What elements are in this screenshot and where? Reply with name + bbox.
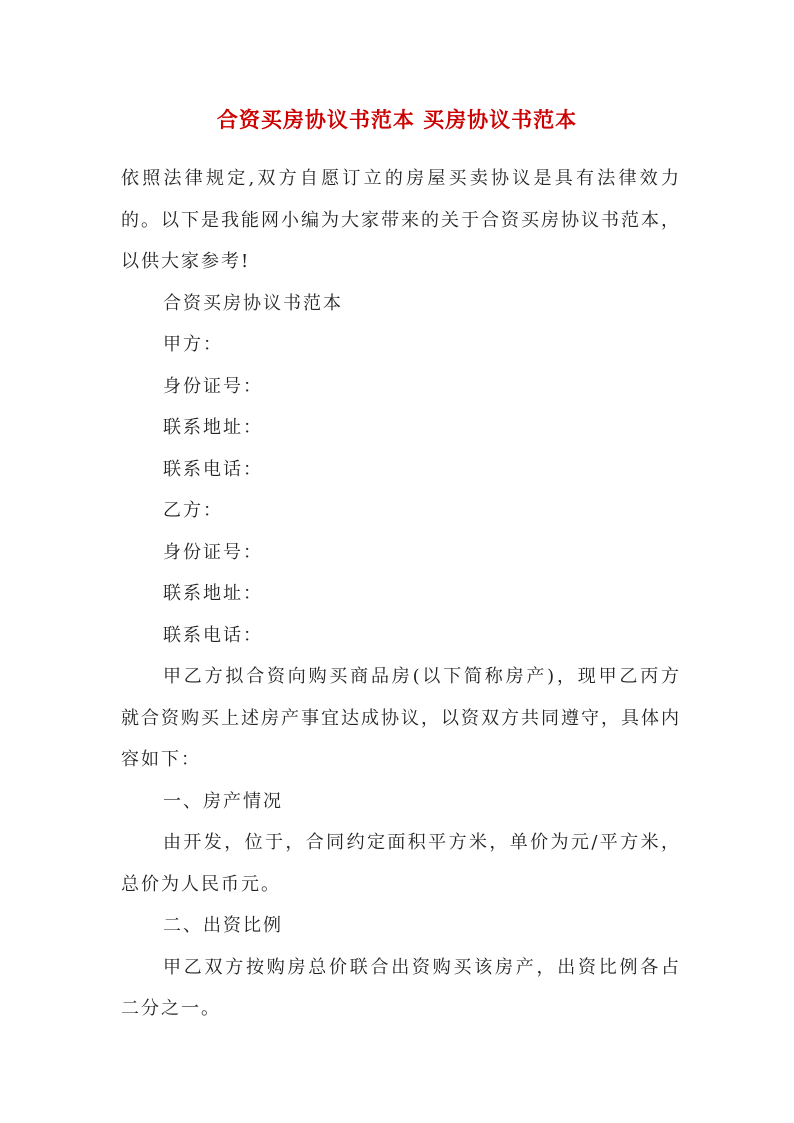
- party-b-address-label: 联系地址：: [163, 583, 263, 604]
- party-a-address-label: 联系地址：: [163, 417, 263, 438]
- preamble-paragraph: 甲乙方拟合资向购买商品房(以下简称房产)，现甲乙丙方就合资购买上述房产事宜达成协议，以资双方共同遵守，具体内容如下：: [121, 666, 681, 770]
- section-1-heading: 一、房产情况: [163, 790, 283, 812]
- section-2-body: 甲乙双方按购房总价联合出资购买该房产，出资比例各占二分之一。: [121, 956, 681, 1019]
- party-a-phone-label: 联系电话：: [163, 458, 263, 480]
- section-2-heading: 二、出资比例: [163, 915, 283, 936]
- party-b-label: 乙方：: [163, 500, 223, 521]
- party-a-label: 甲方：: [163, 334, 223, 355]
- agreement-heading: 合资买房协议书范本: [163, 292, 343, 314]
- document-body: [121, 158, 681, 1030]
- party-b-phone-label: 联系电话：: [163, 624, 263, 646]
- section-1-body: 由开发，位于，合同约定面积平方米，单价为元/平方米，总价为人民币元。: [121, 832, 681, 895]
- intro-paragraph: 依照法律规定,双方自愿订立的房屋买卖协议是具有法律效力的。以下是我能网小编为大家带来的关于合资买房协议书范本，以供大家参考!: [121, 168, 681, 272]
- party-a-id-label: 身份证号：: [163, 375, 263, 397]
- party-b-id-label: 身份证号：: [163, 541, 263, 563]
- document-title: 合资买房协议书范本 买房协议书范本: [216, 107, 578, 132]
